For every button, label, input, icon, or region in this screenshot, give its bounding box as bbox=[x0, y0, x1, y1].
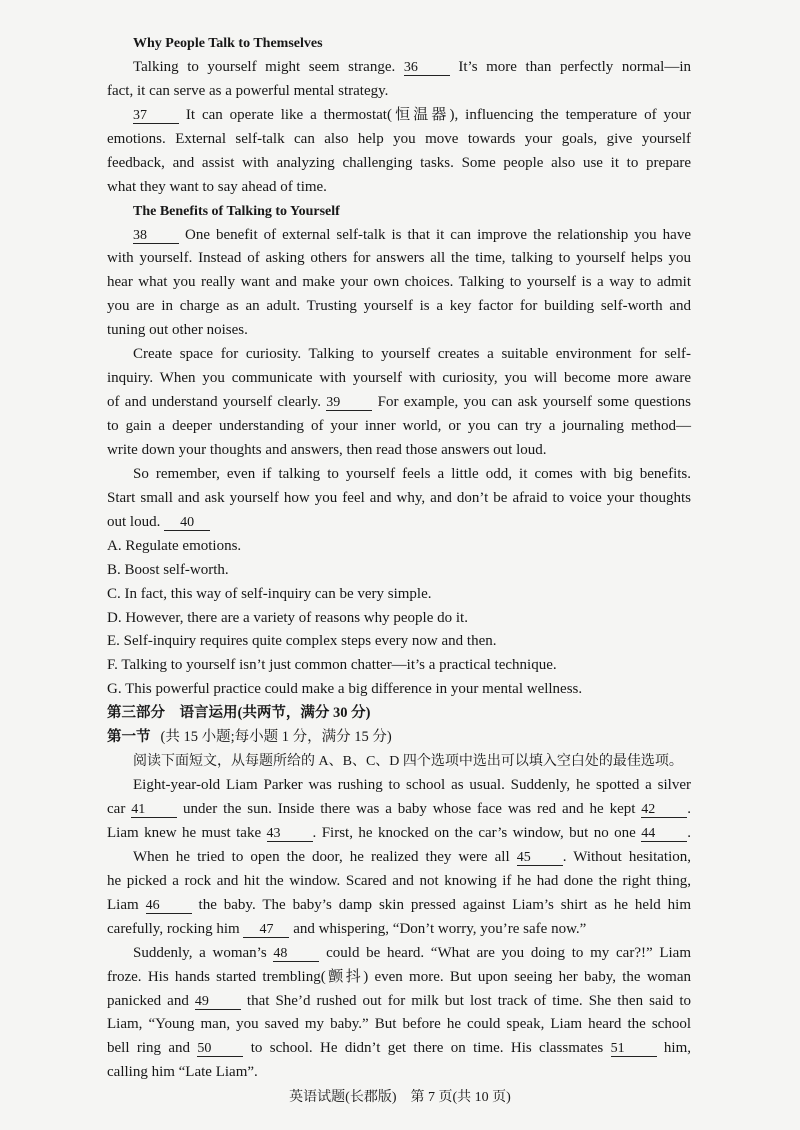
line-content bbox=[133, 945, 691, 961]
option-text: This powerful practice could make a big difference in your mental wellness. bbox=[125, 681, 583, 698]
text-line bbox=[107, 319, 691, 343]
text-line bbox=[107, 1061, 691, 1085]
text-line bbox=[107, 870, 691, 894]
text-run: Liam, “Young man, you saved my baby.” But before he could speak, Liam heard the school bbox=[107, 1016, 691, 1033]
text-run: inquiry. When you communicate with yourself with curiosity, you will become more aware bbox=[107, 370, 691, 387]
text-run: you are in charge as an adult. Trusting yourself is a key factor for building self-worth and bbox=[107, 298, 691, 315]
text-run: It can operate like a thermostat(恒温器), influencing the temperature of your bbox=[179, 106, 691, 123]
text-run: panicked and bbox=[107, 992, 195, 1009]
option-text: Boost self-worth. bbox=[124, 561, 229, 578]
line-content bbox=[107, 873, 691, 889]
text-run: car bbox=[107, 801, 132, 817]
text-line bbox=[107, 846, 691, 870]
option-g bbox=[107, 678, 691, 702]
line-content bbox=[107, 250, 691, 266]
line-content bbox=[107, 418, 691, 434]
option-label: F. bbox=[107, 657, 118, 674]
option-d bbox=[107, 607, 691, 631]
paragraph bbox=[107, 56, 691, 104]
text-run: Eight-year-old Liam Parker was rushing to school as usual. Suddenly, he spotted a silver bbox=[133, 777, 691, 794]
text-line bbox=[107, 295, 691, 319]
text-line bbox=[107, 415, 691, 439]
option-text: Talking to yourself isn’t just common chatter—it’s a practical technique. bbox=[121, 657, 557, 674]
text-run: hear what you really want and make your own choices. Talking to yourself is a way to admit bbox=[107, 274, 691, 291]
text-run: him, bbox=[656, 1040, 691, 1057]
answer-blank-46: 46 bbox=[146, 898, 192, 914]
text-line bbox=[107, 391, 691, 415]
text-line bbox=[107, 966, 691, 990]
text-run: that She’d rushed out for milk but lost track of time. She then said to bbox=[240, 992, 691, 1009]
line-content bbox=[107, 83, 388, 99]
exam-page-content bbox=[107, 32, 691, 1085]
line-content bbox=[107, 274, 691, 290]
text-run: he picked a rock and hit the window. Scared and not knowing if he had done the right thing, bbox=[107, 872, 691, 889]
footer-subject: 英语试题(长郡版) bbox=[289, 1090, 397, 1105]
text-run: fact, it can serve as a powerful mental strategy. bbox=[107, 82, 389, 99]
answer-blank-41: 41 bbox=[131, 802, 177, 818]
line-content bbox=[107, 514, 210, 530]
answer-blank-42: 42 bbox=[641, 802, 687, 818]
option-a bbox=[107, 535, 691, 559]
text-run: When he tried to open the door, he realized they were all bbox=[133, 848, 517, 865]
text-run: to gain a deeper understanding of your inner world, or you can try a journaling method— bbox=[107, 418, 691, 434]
option-label: B. bbox=[107, 561, 121, 578]
text-line bbox=[107, 343, 691, 367]
line-content bbox=[107, 394, 691, 410]
text-line bbox=[107, 798, 691, 822]
text-run: Create space for curiosity. Talking to yourself creates a suitable environment for self- bbox=[133, 346, 691, 363]
answer-blank-48: 48 bbox=[273, 946, 319, 962]
footer-page-number: 第 7 页(共 10 页) bbox=[410, 1090, 511, 1105]
text-run: Start small and ask yourself how you feel and why, and don’t be afraid to voice your thoughts bbox=[107, 489, 691, 506]
text-run: with yourself. Instead of asking others for answers all the time, talking to yourself helps you bbox=[107, 250, 691, 267]
subsection-label: 第一节 bbox=[107, 729, 151, 746]
text-run: One benefit of external self-talk is that it can improve the relationship you have bbox=[179, 226, 691, 243]
text-run: Liam bbox=[107, 896, 146, 913]
text-run: So remember, even if talking to yourself feels a little odd, it comes with big benefits. bbox=[133, 465, 691, 482]
line-content bbox=[107, 921, 586, 937]
text-line bbox=[107, 942, 691, 966]
text-run: calling him “Late Liam”. bbox=[107, 1064, 258, 1081]
paragraph bbox=[107, 343, 691, 463]
text-run: of and understand yourself clearly. bbox=[107, 394, 327, 411]
answer-blank-38: 38 bbox=[133, 228, 179, 244]
section-heading: Why People Talk to Themselves bbox=[133, 36, 323, 51]
page-footer bbox=[0, 1086, 800, 1110]
text-run: . bbox=[687, 801, 692, 817]
text-line bbox=[107, 439, 691, 463]
part-title: 第三部分 语言运用(共两节，满分 30 分) bbox=[107, 705, 371, 722]
text-run: carefully, rocking him bbox=[107, 920, 244, 937]
answer-blank-36: 36 bbox=[404, 60, 450, 76]
line-content bbox=[133, 777, 691, 793]
text-line bbox=[107, 990, 691, 1014]
option-label: A. bbox=[107, 537, 122, 554]
text-line bbox=[107, 918, 691, 942]
line-content bbox=[107, 1064, 258, 1080]
answer-blank-40: 40 bbox=[164, 515, 210, 531]
text-line bbox=[107, 104, 691, 128]
section-heading: The Benefits of Talking to Yourself bbox=[133, 203, 340, 219]
text-run: under the sun. Inside there was a baby whose face was red and he kept bbox=[177, 801, 642, 817]
text-run: . Without hesitation, bbox=[562, 848, 691, 865]
text-line bbox=[107, 56, 691, 80]
option-c bbox=[107, 583, 691, 607]
text-run: out loud. bbox=[107, 513, 165, 530]
option-label: D. bbox=[107, 609, 122, 626]
line-content bbox=[133, 107, 691, 123]
line-content bbox=[107, 1016, 691, 1032]
text-run: . First, he knocked on the car’s window, but no one bbox=[312, 824, 642, 841]
text-run: tuning out other noises. bbox=[107, 322, 248, 339]
text-line bbox=[107, 128, 691, 152]
instructions: 阅读下面短文，从每题所给的 A、B、C、D 四个选项中选出可以填入空白处的最佳选项。 bbox=[133, 754, 683, 770]
text-run: what they want to say ahead of time. bbox=[107, 178, 327, 195]
text-line bbox=[107, 224, 691, 248]
text-run: Talking to yourself might seem strange. bbox=[133, 58, 404, 75]
line-content bbox=[107, 298, 691, 314]
line-content bbox=[107, 442, 547, 458]
text-line bbox=[107, 367, 691, 391]
answer-blank-51: 51 bbox=[611, 1041, 657, 1057]
line-content bbox=[133, 227, 691, 243]
text-run: write down your thoughts and answers, then read those answers out loud. bbox=[107, 441, 547, 458]
option-text: In fact, this way of self-inquiry can be very simple. bbox=[124, 585, 432, 602]
answer-blank-43: 43 bbox=[267, 826, 313, 842]
answer-blank-37: 37 bbox=[133, 108, 179, 124]
text-line bbox=[107, 271, 691, 295]
text-line bbox=[107, 463, 691, 487]
line-content bbox=[133, 59, 691, 75]
line-content bbox=[107, 993, 691, 1009]
text-run: Suddenly, a woman’s bbox=[133, 944, 274, 961]
option-label: E. bbox=[107, 633, 120, 650]
line-content bbox=[133, 849, 691, 865]
option-label: C. bbox=[107, 585, 121, 602]
option-f bbox=[107, 654, 691, 678]
option-text: Regulate emotions. bbox=[125, 537, 242, 554]
line-content bbox=[107, 179, 327, 195]
paragraph bbox=[107, 942, 691, 1086]
line-content bbox=[107, 370, 691, 386]
answer-blank-50: 50 bbox=[197, 1041, 243, 1057]
text-line bbox=[107, 80, 691, 104]
paragraph bbox=[107, 104, 691, 200]
answer-blank-49: 49 bbox=[195, 994, 241, 1010]
line-content bbox=[107, 322, 248, 338]
line-content bbox=[107, 897, 691, 913]
text-line bbox=[107, 774, 691, 798]
option-label: G. bbox=[107, 681, 122, 698]
text-run: and whispering, “Don’t worry, you’re safe now.” bbox=[289, 920, 587, 937]
text-run: For example, you can ask yourself some questions bbox=[372, 394, 691, 411]
paragraph bbox=[107, 224, 691, 344]
line-content bbox=[133, 466, 691, 482]
text-line bbox=[107, 152, 691, 176]
line-content bbox=[107, 801, 691, 817]
subsection-title bbox=[107, 726, 691, 750]
subsection-note: (共 15 小题;每小题 1 分，满分 15 分) bbox=[160, 729, 392, 746]
answer-blank-45: 45 bbox=[517, 850, 563, 866]
text-line bbox=[107, 1013, 691, 1037]
line-content bbox=[107, 969, 691, 985]
text-line bbox=[107, 822, 691, 846]
paragraph bbox=[107, 463, 691, 535]
option-text: However, there are a variety of reasons why people do it. bbox=[125, 609, 468, 626]
text-line bbox=[107, 511, 691, 535]
text-line bbox=[107, 894, 691, 918]
option-text: Self-inquiry requires quite complex steps every now and then. bbox=[123, 633, 497, 650]
paragraph bbox=[107, 846, 691, 942]
line-content bbox=[107, 825, 691, 841]
text-run: It’s more than perfectly normal—in bbox=[449, 58, 691, 75]
text-run: to school. He didn’t get there on time. His classmates bbox=[243, 1040, 611, 1057]
line-content bbox=[107, 1040, 691, 1056]
text-line bbox=[107, 247, 691, 271]
answer-blank-44: 44 bbox=[641, 826, 687, 842]
line-content bbox=[133, 346, 691, 362]
text-line bbox=[107, 176, 691, 200]
text-run: emotions. External self-talk can also help you move towards your goals, give yourself bbox=[107, 130, 691, 147]
text-run: feedback, and assist with analyzing challenging tasks. Some people also use it to prepare bbox=[107, 154, 691, 171]
line-content bbox=[107, 131, 691, 147]
text-run: the baby. The baby’s damp skin pressed against Liam’s shirt as he held him bbox=[191, 896, 692, 913]
option-e bbox=[107, 630, 691, 654]
text-line bbox=[107, 1037, 691, 1061]
text-run: froze. His hands started trembling(颤抖) even more. But upon seeing her baby, the woman bbox=[107, 968, 691, 985]
text-run: . bbox=[687, 824, 691, 841]
answer-blank-39: 39 bbox=[326, 395, 372, 411]
line-content bbox=[107, 155, 691, 171]
paragraph bbox=[107, 774, 691, 846]
text-run: bell ring and bbox=[107, 1040, 198, 1057]
option-b bbox=[107, 559, 691, 583]
answer-blank-47: 47 bbox=[243, 922, 289, 938]
text-run: could be heard. “What are you doing to my car?!” Liam bbox=[319, 944, 691, 961]
line-content bbox=[107, 490, 691, 506]
text-run: Liam knew he must take bbox=[107, 824, 267, 841]
text-line bbox=[107, 487, 691, 511]
